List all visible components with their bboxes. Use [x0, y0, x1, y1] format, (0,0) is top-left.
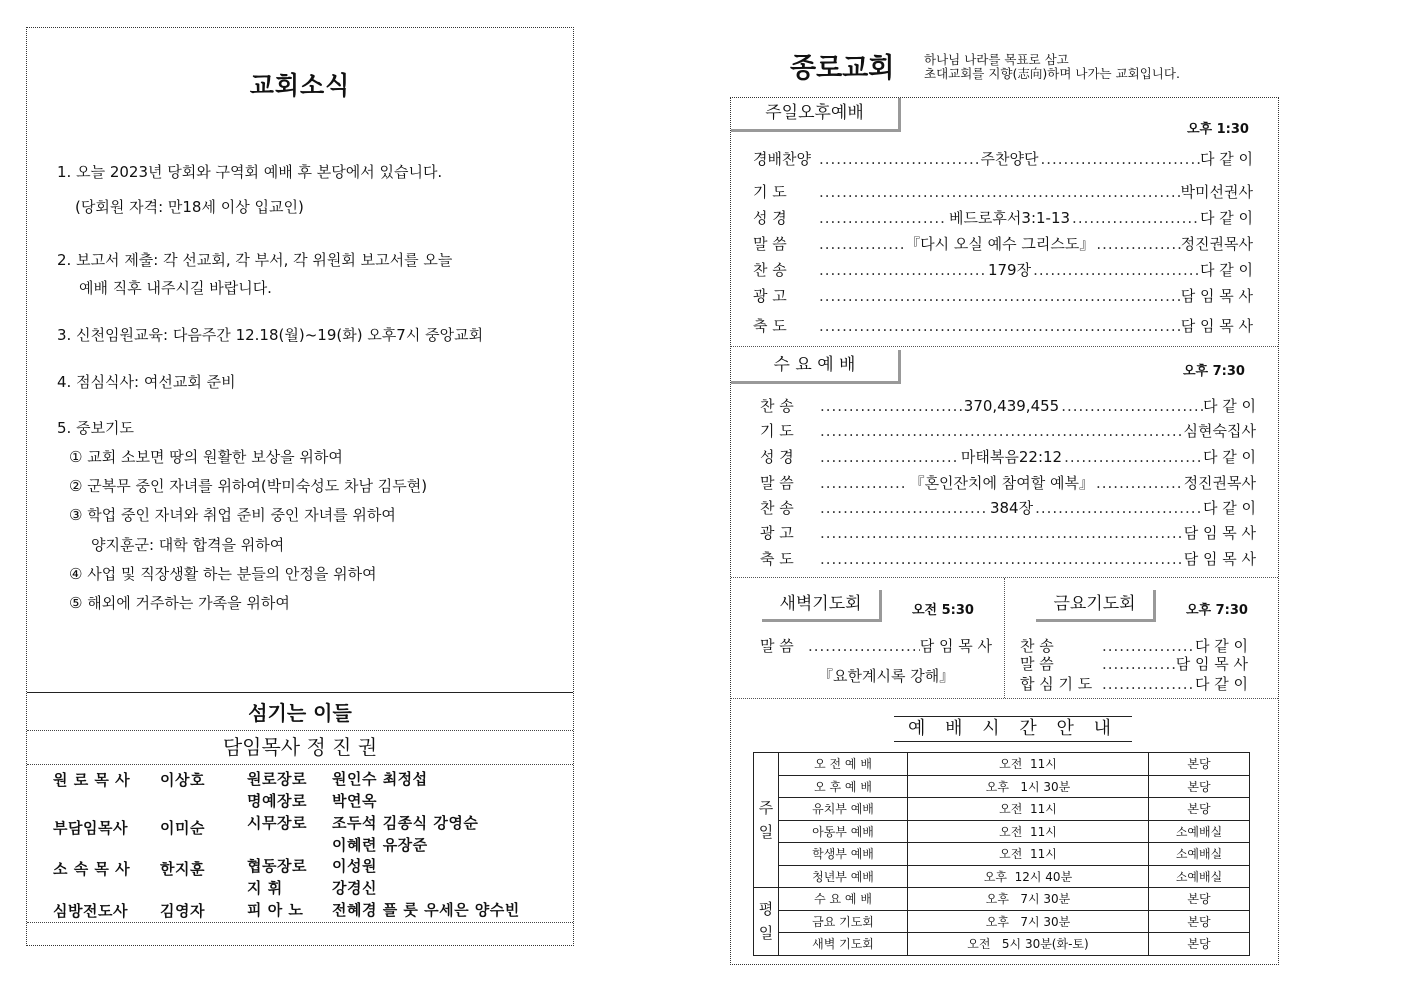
schedule-title: 예 배 시 간 안 내 [894, 716, 1132, 742]
service-location: 소예배실 [1149, 843, 1250, 866]
service-name: 수 요 예 배 [779, 888, 908, 911]
servers-title: 섬기는 이들 [248, 701, 352, 725]
elder-names: 조두석 김종식 강영순 [332, 814, 479, 832]
leader-dots [1102, 675, 1195, 693]
order-leader: 담 임 목 사 [1183, 550, 1256, 568]
schedule-row [754, 753, 1250, 776]
leader-dots [819, 235, 903, 253]
divider [1004, 578, 1005, 698]
elder-names: 박연옥 [332, 792, 377, 810]
leader-dots [820, 499, 988, 517]
order-label: 합 심 기 도 [1020, 675, 1093, 693]
section-title-friday: 금요기도회 [1036, 590, 1156, 622]
service-time: 오후 7시 30분 [908, 888, 1149, 911]
schedule-row [754, 888, 1250, 911]
order-row [753, 315, 1253, 336]
order-row [760, 420, 1256, 441]
staff-role: 심방전도사 [53, 902, 128, 920]
order-content: 『다시 오실 예수 그리스도』 [905, 235, 1095, 253]
order-row [760, 472, 1256, 493]
schedule-table [753, 752, 1250, 956]
order-leader: 정진권목사 [1180, 235, 1254, 253]
service-name: 학생부 예배 [779, 843, 908, 866]
staff-role: 부담임목사 [53, 819, 128, 837]
conductor-role: 지 휘 [247, 879, 283, 897]
service-time: 오전 11시 [908, 753, 1149, 776]
order-leader: 다 같 이 [1203, 499, 1257, 517]
section-title-wednesday: 수 요 예 배 [731, 350, 901, 384]
service-name: 청년부 예배 [779, 865, 908, 888]
leader-dots [819, 287, 1181, 305]
schedule-row [754, 820, 1250, 843]
section-title-dawn: 새벽기도회 [762, 590, 882, 622]
order-leader: 심현숙집사 [1183, 422, 1256, 440]
prayer-item: ④ 사업 및 직장생활 하는 분들의 안정을 위하여 [69, 565, 377, 583]
conductor-name: 강경신 [332, 879, 377, 897]
divider [27, 764, 573, 765]
service-time: 오후 12시 40분 [908, 865, 1149, 888]
service-location: 소예배실 [1149, 820, 1250, 843]
order-row [753, 207, 1253, 228]
news-item: 4. 점심식사: 여선교회 준비 [57, 373, 236, 391]
staff-role: 소 속 목 사 [53, 860, 131, 878]
leader-dots [820, 474, 908, 492]
order-row [753, 259, 1253, 280]
service-name: 오 후 예 배 [779, 775, 908, 798]
prayer-item: ⑤ 해외에 거주하는 가족을 위하여 [69, 594, 290, 612]
church-news-panel [26, 27, 574, 946]
order-leader: 박미선권사 [1180, 183, 1253, 201]
service-time: 오전 11시 [908, 798, 1149, 821]
pianist-role: 피 아 노 [247, 901, 304, 919]
order-label: 찬 송 [753, 261, 787, 279]
prayer-item: ② 군복무 중인 자녀를 위하여(박미숙성도 차남 김두현) [69, 477, 428, 495]
elder-names: 이혜련 유장준 [332, 836, 428, 854]
leader-dots [1102, 655, 1176, 673]
staff-name: 이미순 [160, 819, 205, 837]
order-leader: 다 같 이 [1200, 150, 1254, 168]
leader-dots [1035, 499, 1203, 517]
staff-name: 이상호 [160, 771, 205, 789]
order-leader: 다 같 이 [1200, 209, 1254, 227]
motto-line-1: 하나님 나라를 목표로 삼고 [924, 52, 1069, 67]
order-content: 주찬양단 [980, 150, 1039, 168]
motto-line-2: 초대교회를 지향(志向)하며 나가는 교회입니다. [924, 66, 1180, 81]
order-row [1020, 673, 1248, 694]
service-time: 오전 11시 [908, 820, 1149, 843]
leader-dots [819, 150, 979, 168]
order-row [760, 446, 1256, 467]
schedule-group: 평 일 [754, 888, 779, 956]
order-row [760, 497, 1256, 518]
order-row [760, 522, 1256, 543]
schedule-row [754, 910, 1250, 933]
news-item: 2. 보고서 제출: 각 선교회, 각 부서, 각 위원회 보고서를 오늘 [57, 251, 453, 269]
schedule-row [754, 843, 1250, 866]
wednesday-time: 오후 7:30 [1183, 364, 1245, 379]
leader-dots [1061, 397, 1203, 415]
leader-dots [1033, 261, 1200, 279]
leader-dots [1096, 474, 1184, 492]
leader-dots [1040, 150, 1200, 168]
order-label: 말 씀 [1020, 655, 1054, 673]
divider [731, 346, 1278, 347]
prayer-item: 양지훈군: 대학 합격을 위하여 [91, 536, 285, 554]
order-leader: 다 같 이 [1194, 637, 1248, 655]
order-leader: 다 같 이 [1203, 397, 1257, 415]
staff-role: 원 로 목 사 [53, 771, 131, 789]
order-leader: 담 임 목 사 [1175, 655, 1248, 673]
sunday-pm-time: 오후 1:30 [1187, 122, 1249, 137]
schedule-group: 주 일 [754, 753, 779, 888]
order-label: 찬 송 [760, 499, 794, 517]
service-time: 오전 11시 [908, 843, 1149, 866]
leader-dots [1072, 209, 1200, 227]
news-item: 1. 오늘 2023년 당회와 구역회 예배 후 본당에서 있습니다. [57, 163, 443, 181]
order-label: 광 고 [753, 287, 787, 305]
friday-time: 오후 7:30 [1186, 603, 1248, 618]
order-label: 찬 송 [1020, 637, 1054, 655]
order-content: 『혼인잔치에 참여할 예복』 [909, 474, 1094, 492]
prayer-item: ③ 학업 중인 자녀와 취업 준비 중인 자녀를 위하여 [69, 506, 396, 524]
leader-dots [808, 637, 920, 655]
service-name: 금요 기도회 [779, 910, 908, 933]
order-content: 마태복음22:12 [960, 448, 1063, 466]
schedule-row [754, 775, 1250, 798]
order-label: 축 도 [753, 317, 787, 335]
order-label: 말 씀 [760, 474, 794, 492]
order-row [760, 548, 1256, 569]
order-leader: 담 임 목 사 [1180, 317, 1253, 335]
leader-dots [820, 448, 959, 466]
elder-role: 시무장로 [247, 814, 307, 832]
service-time: 오후 1시 30분 [908, 775, 1149, 798]
news-item: (당회원 자격: 만18세 이상 입교인) [75, 198, 304, 216]
leader-dots [820, 397, 962, 415]
schedule-row [754, 798, 1250, 821]
senior-pastor: 담임목사 정 진 권 [222, 735, 378, 759]
dawn-sermon: 『요한계시록 강해』 [818, 667, 955, 685]
service-location: 본당 [1149, 775, 1250, 798]
service-location: 본당 [1149, 798, 1250, 821]
order-label: 기 도 [753, 183, 787, 201]
elder-role: 명예장로 [247, 792, 307, 810]
dawn-leader: 담 임 목 사 [919, 637, 992, 655]
order-leader: 다 같 이 [1194, 675, 1248, 693]
leader-dots [819, 209, 947, 227]
service-name: 오 전 예 배 [779, 753, 908, 776]
divider [27, 692, 573, 693]
service-name: 유치부 예배 [779, 798, 908, 821]
schedule-row [754, 865, 1250, 888]
news-item: 5. 중보기도 [57, 419, 135, 437]
elder-role: 협동장로 [247, 857, 307, 875]
leader-dots [820, 524, 1184, 542]
service-location: 본당 [1149, 910, 1250, 933]
order-label: 말 씀 [753, 235, 787, 253]
church-name: 종로교회 [790, 53, 895, 84]
order-content: 베드로후서3:1-13 [948, 209, 1071, 227]
order-leader: 담 임 목 사 [1180, 287, 1253, 305]
order-content: 370,439,455 [963, 397, 1060, 415]
order-row [760, 395, 1256, 416]
order-content: 384장 [989, 499, 1034, 517]
service-location: 본당 [1149, 753, 1250, 776]
service-location: 본당 [1149, 933, 1250, 956]
order-leader: 다 같 이 [1200, 261, 1254, 279]
order-leader: 다 같 이 [1202, 448, 1256, 466]
elder-names: 원인수 최정섭 [332, 770, 428, 788]
prayer-item: ① 교회 소보면 땅의 원활한 보상을 위하여 [69, 448, 343, 466]
order-row [753, 233, 1253, 254]
divider [731, 698, 1278, 699]
service-time: 오전 5시 30분(화-토) [908, 933, 1149, 956]
dawn-label: 말 씀 [760, 637, 794, 655]
leader-dots [1064, 448, 1203, 466]
order-label: 경배찬양 [753, 150, 811, 168]
divider [27, 922, 573, 923]
staff-name: 한지훈 [160, 860, 205, 878]
elder-names: 이성원 [332, 857, 377, 875]
service-time: 오후 7시 30분 [908, 910, 1149, 933]
order-content: 179장 [987, 261, 1032, 279]
service-location: 소예배실 [1149, 865, 1250, 888]
news-title: 교회소식 [249, 71, 351, 100]
order-label: 성 경 [760, 448, 794, 466]
order-row [753, 181, 1253, 202]
order-label: 축 도 [760, 550, 794, 568]
leader-dots [819, 261, 986, 279]
service-location: 본당 [1149, 888, 1250, 911]
order-label: 성 경 [753, 209, 787, 227]
order-row [753, 285, 1253, 306]
news-item: 예배 직후 내주시길 바랍니다. [79, 279, 272, 297]
news-item: 3. 신천임원교육: 다음주간 12.18(월)~19(화) 오후7시 중앙교회 [57, 326, 484, 344]
elder-role: 원로장로 [247, 770, 307, 788]
service-name: 새벽 기도회 [779, 933, 908, 956]
pianist-names: 전혜경 플 룻 우세은 양수빈 [332, 901, 520, 919]
leader-dots [820, 422, 1184, 440]
order-label: 찬 송 [760, 397, 794, 415]
staff-name: 김영자 [160, 902, 205, 920]
leader-dots [820, 550, 1184, 568]
order-label: 광 고 [760, 524, 794, 542]
order-row [753, 148, 1253, 169]
leader-dots [1096, 235, 1180, 253]
section-title-sunday-pm: 주일오후예배 [731, 98, 901, 132]
dawn-time: 오전 5:30 [912, 603, 974, 618]
schedule-row [754, 933, 1250, 956]
order-row [1020, 653, 1248, 674]
service-name: 아동부 예배 [779, 820, 908, 843]
order-label: 기 도 [760, 422, 794, 440]
order-leader: 담 임 목 사 [1183, 524, 1256, 542]
leader-dots [819, 183, 1181, 201]
leader-dots [819, 317, 1181, 335]
order-leader: 정진권목사 [1183, 474, 1257, 492]
